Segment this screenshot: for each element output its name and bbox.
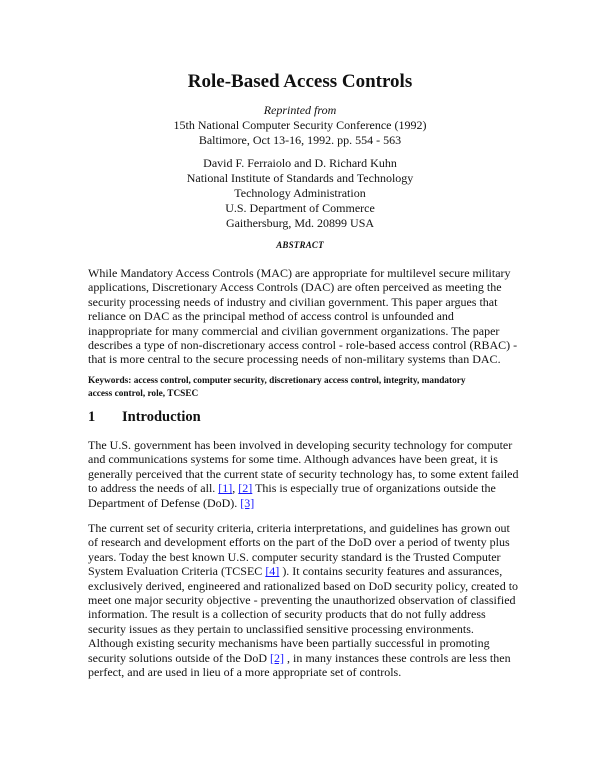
reference-link-5[interactable]: [2] [269,650,284,665]
paragraph-line [88,651,528,665]
line-text: System Evaluation Criteria (TCSEC [88,564,266,579]
reprint-info [0,103,600,148]
paragraph-line: meet one major security objective - preventing the unauthorized observation of classified [88,593,516,608]
reference-link-1[interactable]: [1] [218,481,233,496]
paragraph-line: information. The result is a collection of security products that do not fully address [88,607,486,622]
affiliation-line: Gaithersburg, Md. 20899 USA [225,216,375,230]
author-block [0,156,600,231]
line-text: security solutions outside of the DoD [88,650,270,665]
line-text: This is especially true of organizations outside the [252,481,496,496]
conference-location: Baltimore, Oct 13-16, 1992. pp. 554 - 563 [198,133,402,147]
paragraph-line: of research and development efforts on the part of the DoD over a period of twenty plus [88,535,510,550]
paragraph-line: The current set of security criteria, criteria interpretations, and guidelines has grown out [88,521,510,535]
line-text: , [232,481,239,496]
paragraph-line: Although existing security mechanisms have been partially successful in promoting [88,636,490,651]
reference-link-3[interactable]: [3] [240,495,255,510]
line-text: to address the needs of all. [88,481,219,496]
author-names: David F. Ferraiolo and D. Richard Kuhn [203,156,397,170]
paragraph-line: years. Today the best known U.S. computer security standard is the Trusted Computer [88,549,501,564]
paragraph-line: The U.S. government has been involved in developing security technology for computer [88,438,513,452]
paragraph-line: and communications systems for some time. Although advances have been great, it is [88,452,498,467]
abstract-line: security processing needs of industry and civilian government. This paper argues that [88,294,498,309]
abstract-line: describes a type of non-discretionary access control - role-based access control (RBAC) - [88,338,518,353]
reference-link-4[interactable]: [4] [265,564,280,579]
abstract-text [88,266,528,367]
abstract-line: reliance on DAC as the principal method of access control is unfounded and [88,309,454,324]
line-text: , in many instances these controls are less then [283,650,511,665]
abstract-line: While Mandatory Access Controls (MAC) are appropriate for multilevel secure military [88,266,511,280]
keywords-line: access control, role, TCSEC [88,388,199,399]
paper-title: Role-Based Access Controls [187,71,413,92]
conference-name: 15th National Computer Security Conference (1992) [173,118,427,132]
keywords-line: Keywords: access control, computer security, discretionary access control, integrity, mandatory [88,376,466,386]
affiliation-line: Technology Administration [234,186,366,200]
paragraph-line: exclusively derived, engineered and rationalized based on DoD security policy, created to [88,578,519,593]
abstract-line: inappropriate for many commercial and civilian government organizations. The paper [88,323,500,338]
section-number: 1 [88,409,96,425]
keywords [88,375,528,400]
paragraph-line: perfect, and are used in lieu of a more appropriate set of controls. [88,665,402,680]
paragraph-line [88,496,528,510]
section-title: Introduction [122,409,201,425]
affiliation-line: National Institute of Standards and Technology [186,171,414,185]
reference-link-2[interactable]: [2] [238,481,253,496]
section-heading-introduction [88,408,201,426]
abstract-line: that is more central to the secure processing needs of non-military systems than DAC. [88,352,501,367]
paragraph-line: security issues as they pertain to unclassified sensitive processing environments. [88,621,474,636]
reprinted-label: Reprinted from [263,103,337,117]
abstract-line: applications, Discretionary Access Controls (DAC) are often perceived as meeting the [88,280,502,295]
affiliation-line: U.S. Department of Commerce [225,201,375,215]
paragraph-line: generally perceived that the current state of security technology has, to some extent failed [88,466,519,481]
intro-paragraph-1 [88,438,528,510]
paragraph-line [88,564,528,578]
abstract-heading: ABSTRACT [276,240,324,250]
line-text: Department of Defense (DoD). [88,495,241,510]
line-text: ). It contains security features and assurances, [279,564,503,579]
paragraph-line [88,481,528,495]
intro-paragraph-2 [88,521,528,679]
